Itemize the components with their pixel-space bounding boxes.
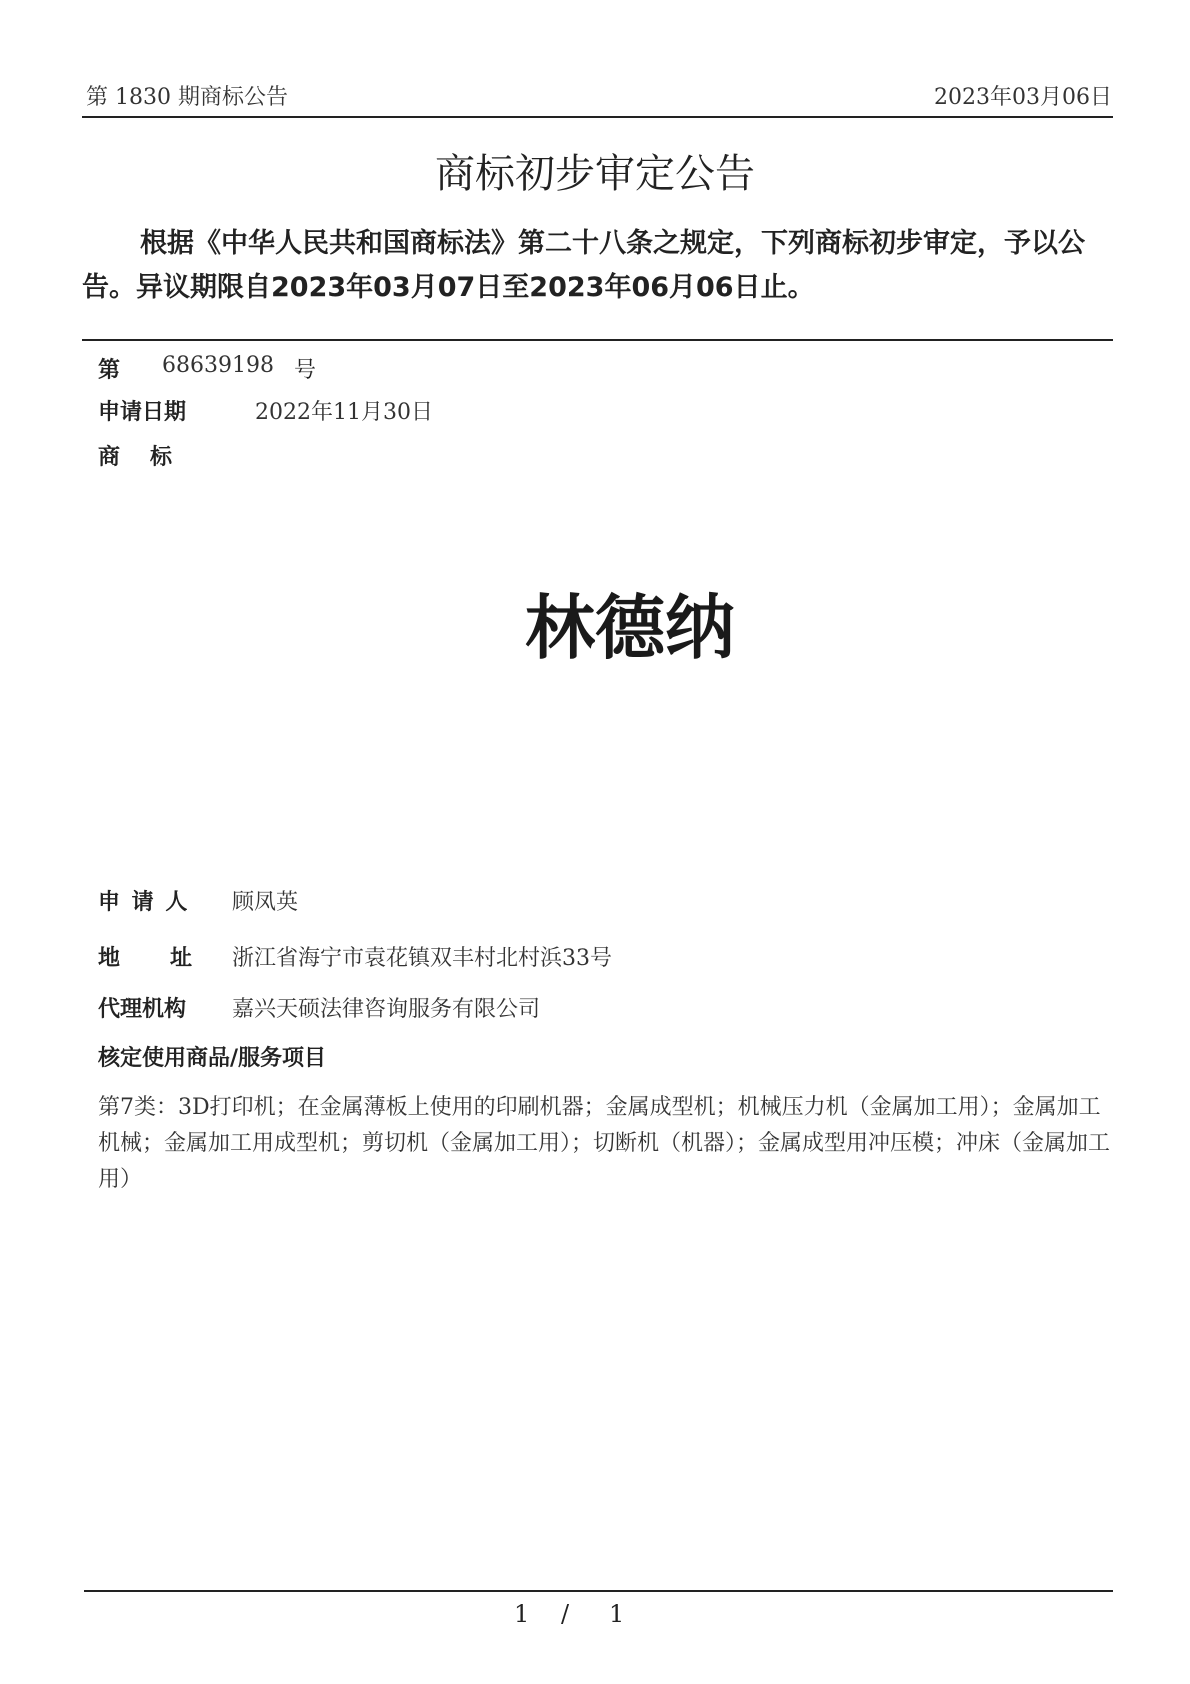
current-page: 1 <box>514 1600 530 1628</box>
agent: 嘉兴天硕法律咨询服务有限公司 <box>232 997 541 1022</box>
goods-list: 第7类：3D打印机；在金属薄板上使用的印刷机器；金属成型机；机械压力机（金属加工用）；金属加工机械；金属加工用成型机；剪切机（金属加工用）；切断机（机器）；金属成型用冲压模；冲床（金属加工用） <box>98 1095 1111 1192</box>
registration-number: 68639198 <box>162 353 274 378</box>
header-rule <box>82 116 1113 118</box>
trademark-image: 林德纳 <box>525 587 735 669</box>
page-separator: / <box>561 1600 570 1628</box>
goods-label: 核定使用商品/服务项目 <box>98 1046 327 1071</box>
issue-number: 第 1830 期商标公告 <box>86 85 288 110</box>
total-pages: 1 <box>609 1600 625 1628</box>
page-title: 商标初步审定公告 <box>435 151 755 197</box>
filing-date: 2022年11月30日 <box>255 400 433 425</box>
header-date: 2023年03月06日 <box>934 85 1112 110</box>
intro-paragraph: 根据《中华人民共和国商标法》第二十八条之规定，下列商标初步审定，予以公告。异议期限自2023年03月07日至2023年06月06日止。 <box>82 228 1085 303</box>
footer-rule <box>84 1590 1113 1592</box>
applicant: 顾凤英 <box>232 890 299 915</box>
address: 浙江省海宁市袁花镇双丰村北村浜33号 <box>232 946 612 971</box>
agent-label: 代理机构 <box>98 997 187 1022</box>
registration-number-suffix: 号 <box>294 358 317 383</box>
applicant-label: 申 请 人 <box>98 890 190 915</box>
registration-number-prefix: 第 <box>98 358 121 383</box>
section-rule <box>82 339 1113 341</box>
mark-label: 商 标 <box>98 445 177 470</box>
address-label: 地 址 <box>98 946 207 971</box>
filing-date-label: 申请日期 <box>98 400 187 425</box>
